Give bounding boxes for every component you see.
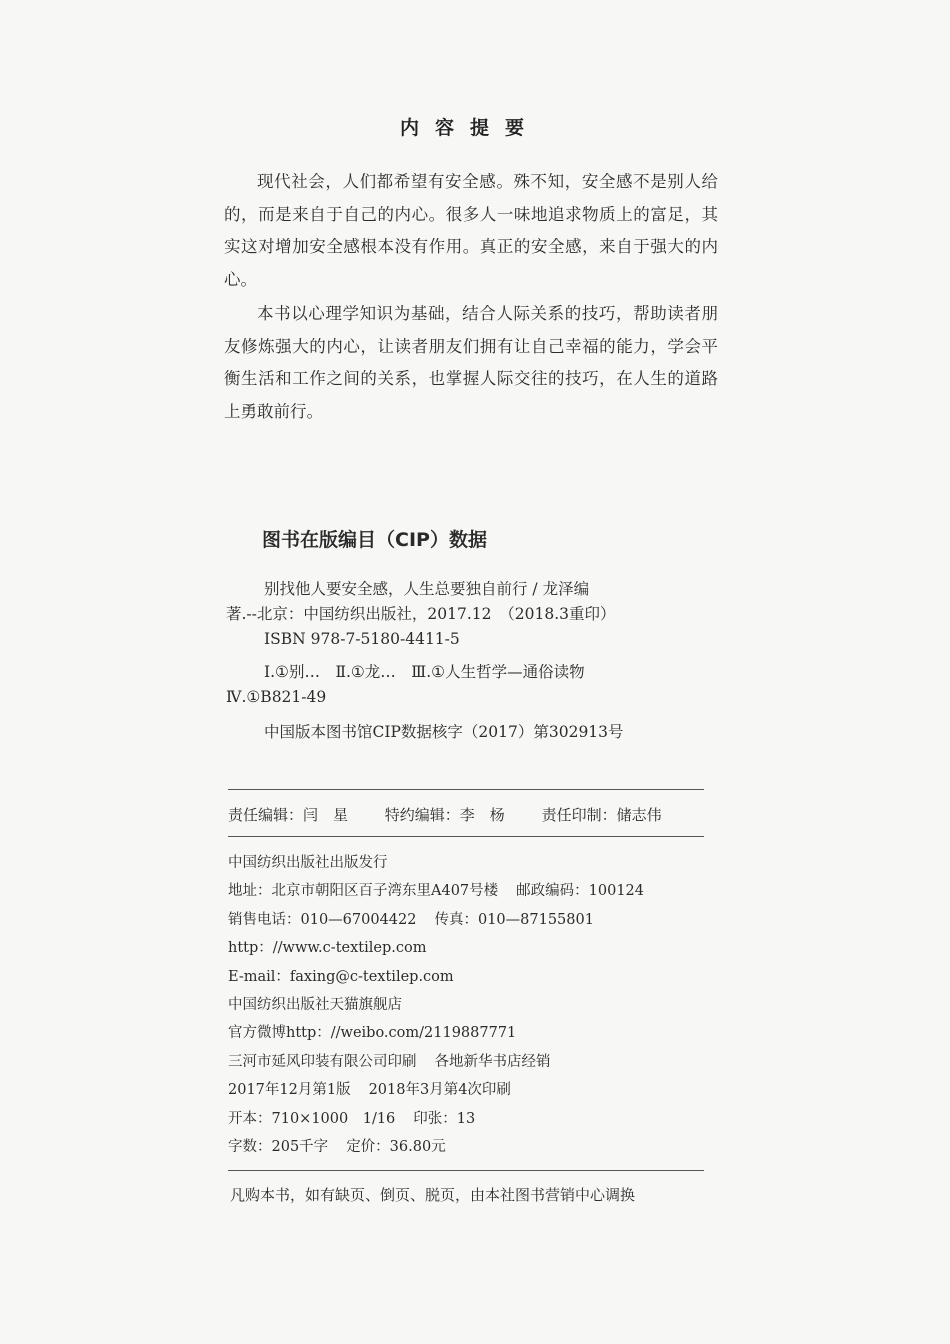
cip-record-line-2: 著.--北京：中国纺织出版社，2017.12 （2018.3重印） bbox=[226, 605, 616, 623]
summary-paragraph-1: 现代社会，人们都希望有安全感。殊不知，安全感不是别人给的，而是来自于自己的内心。很多人一味地追求物质上的富足，其实这对增加安全感根本没有作用。真正的安全感，来自于强大的内心。 bbox=[224, 172, 718, 289]
responsible-editor: 责任编辑：闫 星 bbox=[228, 806, 349, 824]
cip-isbn: ISBN 978-7-5180-4411-5 bbox=[264, 630, 460, 648]
publisher-name: 中国纺织出版社出版发行 bbox=[228, 855, 388, 871]
word-count: 字数：205千字 bbox=[228, 1138, 329, 1155]
cip-record-line-1: 别找他人要安全感，人生总要独自前行 / 龙泽编 bbox=[264, 580, 590, 598]
sales-phone: 销售电话：010—67004422 bbox=[228, 911, 417, 928]
return-notice: 凡购本书，如有缺页、倒页、脱页，由本社图书营销中心调换 bbox=[230, 1186, 636, 1204]
book-format: 开本：710×1000 1/16 bbox=[228, 1110, 396, 1127]
email-line bbox=[228, 963, 644, 991]
cip-class-line-2: Ⅳ.①B821-49 bbox=[226, 688, 327, 706]
postcode: 邮政编码：100124 bbox=[516, 883, 645, 900]
print-supervisor: 责任印制：储志伟 bbox=[541, 806, 662, 824]
website-line bbox=[228, 934, 644, 962]
cip-classification bbox=[226, 660, 696, 710]
weibo: 官方微博http：//weibo.com/2119887771 bbox=[228, 1025, 517, 1042]
cip-number-block bbox=[226, 720, 696, 745]
cip-class-line-1: Ⅰ.①别… Ⅱ.①龙… Ⅲ.①人生哲学—通俗读物 bbox=[264, 663, 585, 681]
content-summary-heading: 内容提要 bbox=[399, 117, 540, 139]
distributor: 各地新华书店经销 bbox=[434, 1053, 551, 1070]
edition-line bbox=[228, 1076, 644, 1104]
fax: 传真：010—87155801 bbox=[434, 911, 594, 928]
cip-number: 中国版本图书馆CIP数据核字（2017）第302913号 bbox=[264, 723, 624, 741]
summary-paragraph-2: 本书以心理学知识为基础，结合人际关系的技巧，帮助读者朋友修炼强大的内心，让读者朋友们拥有让自己幸福的能力，学会平衡生活和工作之间的关系，也掌握人际交往的技巧，在人生的道路上勇敢前行。 bbox=[224, 304, 718, 421]
price-line bbox=[228, 1133, 644, 1161]
printer: 三河市延风印装有限公司印刷 bbox=[228, 1053, 417, 1070]
divider-bottom bbox=[228, 1170, 704, 1171]
divider-middle bbox=[228, 836, 704, 837]
cip-title: 图书在版编目（CIP）数据 bbox=[262, 529, 487, 551]
edition: 2017年12月第1版 bbox=[228, 1082, 351, 1099]
email: E-mail：faxing@c-textilep.com bbox=[228, 968, 454, 985]
content-summary bbox=[224, 166, 718, 430]
tmall-line bbox=[228, 991, 644, 1019]
editors-line bbox=[228, 804, 662, 825]
weibo-line bbox=[228, 1019, 644, 1047]
printer-line bbox=[228, 1048, 644, 1076]
tmall-store: 中国纺织出版社天猫旗舰店 bbox=[228, 996, 402, 1013]
address-line bbox=[228, 877, 644, 905]
publisher-address: 地址：北京市朝阳区百子湾东里A407号楼 bbox=[228, 883, 499, 900]
cip-record bbox=[226, 577, 696, 652]
format-line bbox=[228, 1105, 644, 1133]
printed-sheets: 印张：13 bbox=[413, 1110, 476, 1127]
divider-top bbox=[228, 789, 704, 790]
publisher-name-line bbox=[228, 849, 644, 877]
website: http：//www.c-textilep.com bbox=[228, 940, 427, 957]
publisher-info bbox=[228, 849, 644, 1161]
printing: 2018年3月第4次印刷 bbox=[368, 1082, 511, 1099]
phone-line bbox=[228, 906, 644, 934]
price: 定价：36.80元 bbox=[346, 1138, 446, 1155]
special-editor: 特约编辑：李 杨 bbox=[384, 806, 505, 824]
